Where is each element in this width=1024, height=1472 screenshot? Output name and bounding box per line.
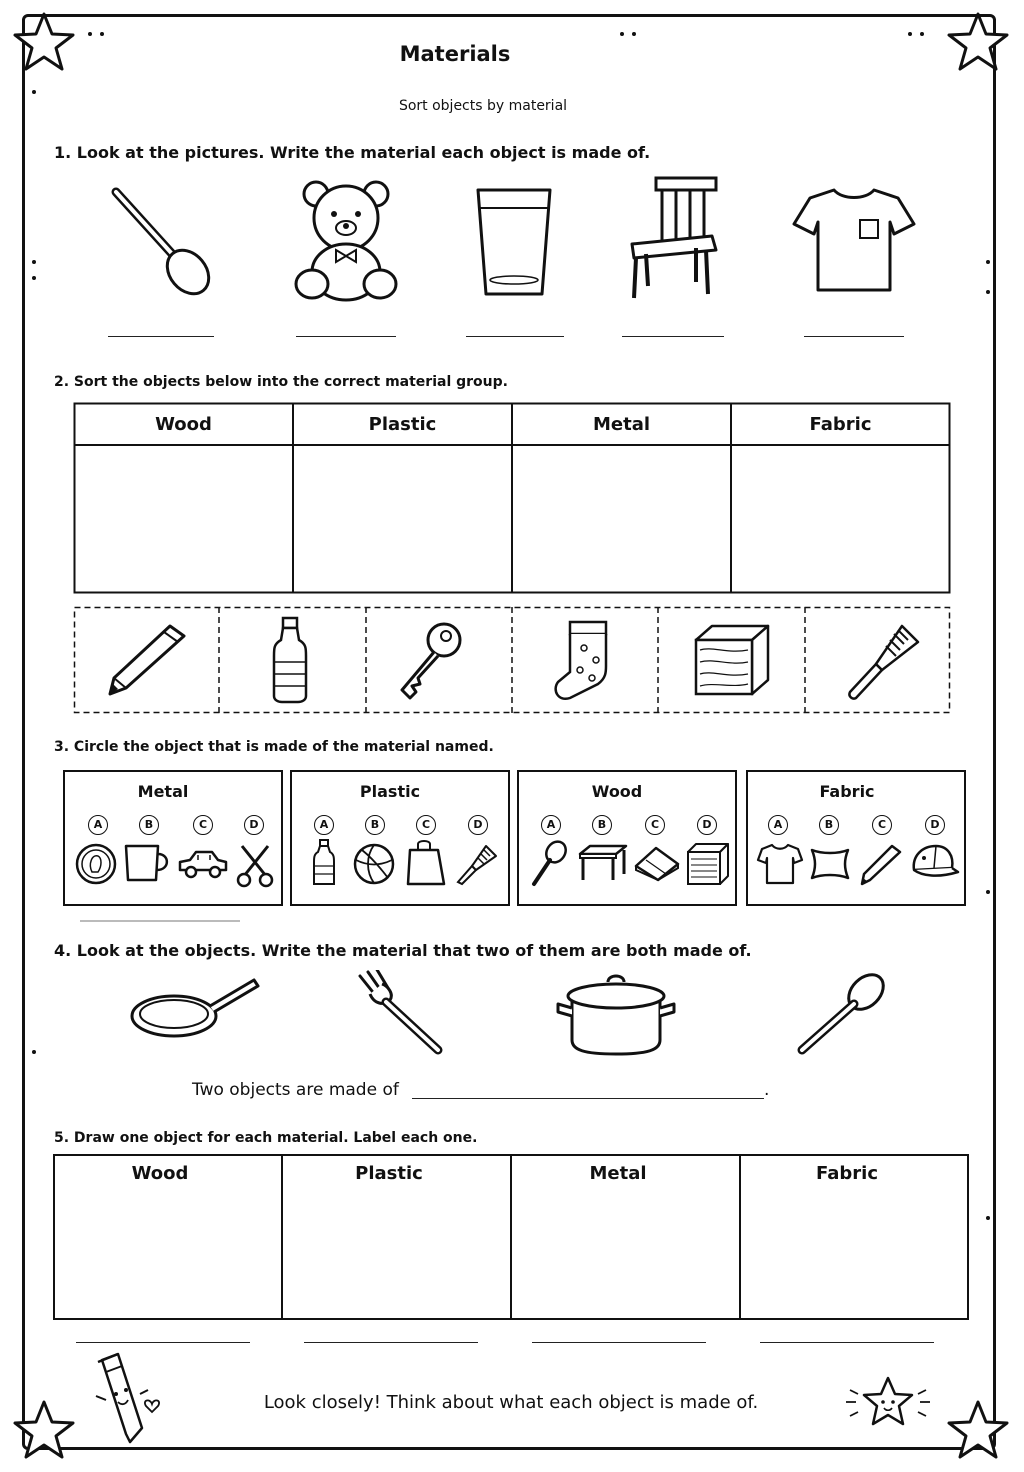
- question-3-prompt: 3. Circle the object that is made of the material named.: [54, 739, 494, 755]
- comb-icon[interactable]: [454, 842, 498, 886]
- chair-icon: [626, 174, 720, 302]
- option-b-circle[interactable]: B: [139, 815, 159, 835]
- pot-icon[interactable]: [554, 970, 678, 1058]
- option-b-circle[interactable]: B: [365, 815, 385, 835]
- cap-icon[interactable]: [908, 842, 960, 882]
- pencil-icon[interactable]: [104, 622, 188, 698]
- page-title: Materials: [399, 42, 511, 66]
- decor-dot: [986, 260, 990, 264]
- decor-dot: [32, 260, 36, 264]
- sort-cell-fabric[interactable]: [732, 447, 948, 591]
- wood-block-icon[interactable]: [686, 842, 730, 886]
- option-a-circle[interactable]: A: [541, 815, 561, 835]
- answer-blank[interactable]: [622, 336, 724, 337]
- option-d-circle[interactable]: D: [925, 815, 945, 835]
- draw-cell-wood[interactable]: [56, 1192, 280, 1318]
- option-a-circle[interactable]: A: [314, 815, 334, 835]
- choice-label-wood: Wood: [591, 782, 643, 801]
- question-1-prompt: 1. Look at the pictures. Write the material each object is made of.: [54, 143, 651, 162]
- sort-header-wood: Wood: [155, 414, 212, 435]
- choice-label-fabric: Fabric: [819, 782, 875, 801]
- choice-label-metal: Metal: [137, 782, 189, 801]
- paper-bag-icon[interactable]: [404, 838, 448, 888]
- mug-icon[interactable]: [122, 842, 172, 884]
- comb-icon[interactable]: [842, 620, 922, 700]
- sort-header-plastic: Plastic: [368, 414, 437, 435]
- option-d-circle[interactable]: D: [468, 815, 488, 835]
- page-subtitle: Sort objects by material: [398, 98, 568, 114]
- draw-header-plastic: Plastic: [355, 1163, 423, 1184]
- decor-dot: [100, 32, 104, 36]
- q4-answer-blank[interactable]: [412, 1098, 764, 1099]
- decor-dot: [32, 276, 36, 280]
- label-blank[interactable]: [76, 1342, 250, 1343]
- choice-label-plastic: Plastic: [359, 782, 421, 801]
- sort-header-fabric: Fabric: [809, 414, 872, 435]
- answer-blank[interactable]: [108, 336, 214, 337]
- answer-blank[interactable]: [804, 336, 904, 337]
- draw-header-fabric: Fabric: [816, 1163, 878, 1184]
- draw-cell-plastic[interactable]: [285, 1192, 509, 1318]
- option-a-circle[interactable]: A: [88, 815, 108, 835]
- label-blank[interactable]: [532, 1342, 706, 1343]
- spoon-icon[interactable]: [792, 970, 892, 1060]
- sort-cell-metal[interactable]: [513, 447, 729, 591]
- label-blank[interactable]: [304, 1342, 478, 1343]
- option-d-circle[interactable]: D: [244, 815, 264, 835]
- decor-dot: [986, 1216, 990, 1220]
- sock-icon[interactable]: [552, 618, 612, 704]
- scissors-icon[interactable]: [236, 842, 274, 888]
- key-icon[interactable]: [394, 620, 466, 702]
- option-c-circle[interactable]: C: [416, 815, 436, 835]
- decor-dot: [620, 32, 624, 36]
- wood-block-icon[interactable]: [692, 622, 772, 698]
- draw-header-wood: Wood: [131, 1163, 189, 1184]
- decor-dot: [986, 890, 990, 894]
- draw-header-metal: Metal: [589, 1163, 647, 1184]
- sort-header-metal: Metal: [592, 414, 651, 435]
- car-icon[interactable]: [176, 848, 230, 880]
- coin-icon[interactable]: [74, 842, 118, 886]
- answer-blank[interactable]: [296, 336, 396, 337]
- star-icon: [946, 10, 1010, 74]
- fork-icon[interactable]: [356, 970, 448, 1058]
- option-d-circle[interactable]: D: [697, 815, 717, 835]
- t-shirt-icon: [790, 184, 918, 296]
- draw-cell-fabric[interactable]: [743, 1192, 967, 1318]
- label-blank[interactable]: [760, 1342, 934, 1343]
- option-c-circle[interactable]: C: [193, 815, 213, 835]
- option-c-circle[interactable]: C: [645, 815, 665, 835]
- answer-blank[interactable]: [466, 336, 564, 337]
- napkin-icon[interactable]: [632, 842, 682, 882]
- decor-dot: [32, 90, 36, 94]
- question-5-prompt: 5. Draw one object for each material. Label each one.: [54, 1130, 478, 1146]
- decor-dot: [908, 32, 912, 36]
- draw-cell-metal[interactable]: [514, 1192, 738, 1318]
- t-shirt-icon[interactable]: [756, 842, 804, 886]
- option-b-circle[interactable]: B: [819, 815, 839, 835]
- cutout-strip: [73, 606, 951, 714]
- divider: [80, 920, 240, 922]
- frying-pan-icon[interactable]: [128, 972, 262, 1042]
- option-a-circle[interactable]: A: [768, 815, 788, 835]
- sort-cell-plastic[interactable]: [294, 447, 510, 591]
- question-4-prompt: 4. Look at the objects. Write the material that two of them are both made of.: [54, 941, 752, 960]
- teddy-bear-icon: [290, 176, 402, 304]
- sort-cell-wood[interactable]: [75, 447, 291, 591]
- bottle-icon[interactable]: [270, 616, 310, 704]
- glass-icon: [474, 184, 554, 300]
- decor-dot: [920, 32, 924, 36]
- footer-message: Look closely! Think about what each object is made of.: [263, 1392, 759, 1413]
- bottle-icon[interactable]: [312, 838, 336, 888]
- spoon-icon[interactable]: [528, 840, 568, 888]
- table-icon[interactable]: [578, 844, 628, 884]
- q4-sentence-end: .: [764, 1080, 770, 1100]
- decor-dot: [88, 32, 92, 36]
- option-b-circle[interactable]: B: [592, 815, 612, 835]
- decor-dot: [986, 290, 990, 294]
- smiling-star-icon: [840, 1374, 936, 1434]
- pillow-icon[interactable]: [806, 844, 854, 884]
- spoon-icon: [104, 180, 214, 300]
- pencil-icon[interactable]: [858, 842, 904, 886]
- ball-icon[interactable]: [352, 842, 396, 886]
- decor-dot: [632, 32, 636, 36]
- q4-sentence: Two objects are made of: [192, 1080, 399, 1100]
- decor-dot: [32, 1050, 36, 1054]
- question-2-prompt: 2. Sort the objects below into the correct material group.: [54, 374, 508, 390]
- option-c-circle[interactable]: C: [872, 815, 892, 835]
